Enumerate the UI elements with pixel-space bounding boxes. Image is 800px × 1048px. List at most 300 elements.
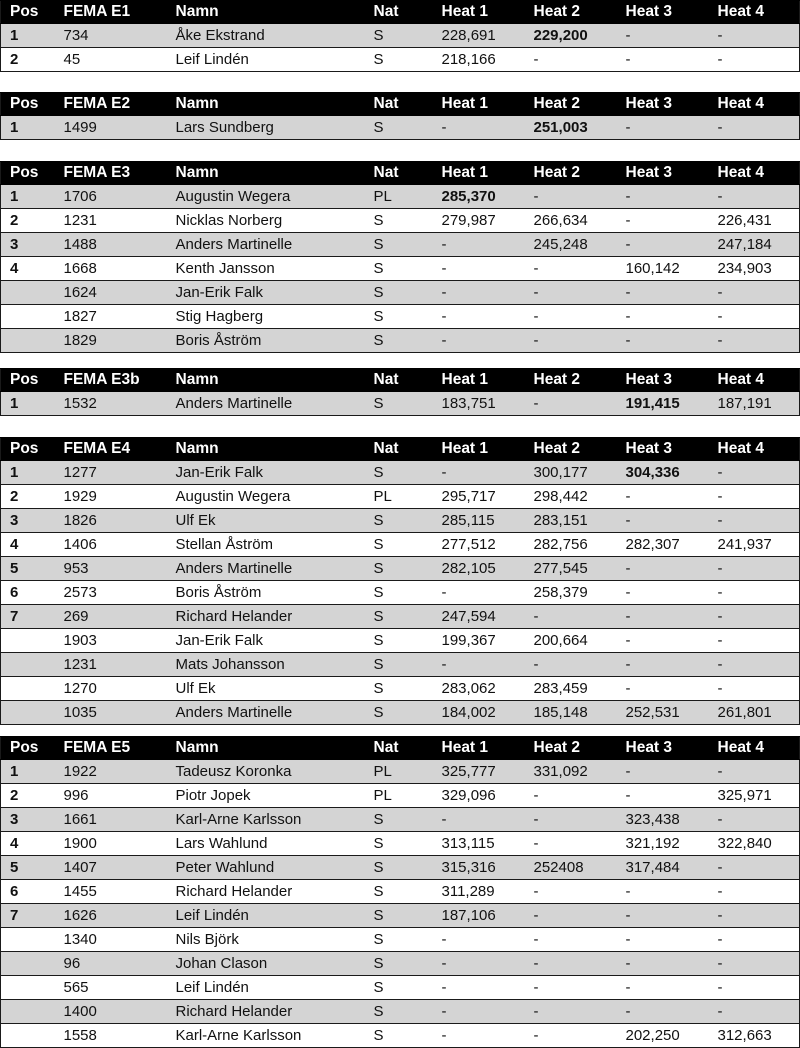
name-cell: Richard Helander [167,1000,365,1024]
heat4-cell: - [709,904,800,928]
heat4-cell: - [709,605,800,629]
fema-number-cell: 1277 [55,461,167,485]
heat3-cell: - [617,653,709,677]
fema-number-cell: 1488 [55,233,167,257]
heat3-cell: - [617,605,709,629]
heat3-cell: 323,438 [617,808,709,832]
table-row [1,461,800,485]
heat3-cell: - [617,880,709,904]
position-cell [1,329,55,353]
position-cell: 2 [1,209,55,233]
fema-number-cell: 1406 [55,533,167,557]
heat1-cell: - [433,233,525,257]
fema-number-cell: 1661 [55,808,167,832]
header-row [1,369,800,392]
fema-number-cell: 1231 [55,653,167,677]
name-cell: Leif Lindén [167,904,365,928]
name-cell: Peter Wahlund [167,856,365,880]
name-cell: Karl-Arne Karlsson [167,808,365,832]
name-cell: Tadeusz Koronka [167,760,365,784]
heat1-cell: 228,691 [433,24,525,48]
nat-header: Nat [365,369,433,392]
nationality-cell: S [365,605,433,629]
nationality-cell: S [365,209,433,233]
heat4-header: Heat 4 [709,369,800,392]
heat2-cell: - [525,185,617,209]
table-row [1,281,800,305]
name-cell: Lars Sundberg [167,116,365,140]
heat4-cell: 234,903 [709,257,800,281]
position-cell [1,976,55,1000]
table-row [1,880,800,904]
nat-header: Nat [365,1,433,24]
heat4-cell: 322,840 [709,832,800,856]
heat4-cell: 261,801 [709,701,800,725]
name-cell: Mats Johansson [167,653,365,677]
position-cell: 1 [1,24,55,48]
fema-number-cell: 45 [55,48,167,72]
pos-header: Pos [1,737,55,760]
position-cell: 3 [1,808,55,832]
heat4-cell: - [709,281,800,305]
position-cell [1,1000,55,1024]
nationality-cell: S [365,24,433,48]
heat4-cell: - [709,856,800,880]
heat1-header: Heat 1 [433,438,525,461]
heat1-cell: - [433,1024,525,1048]
heat1-cell: 218,166 [433,48,525,72]
heat3-cell: 304,336 [617,461,709,485]
fema-number-cell: 1900 [55,832,167,856]
class-header: FEMA E1 [55,1,167,24]
heat3-cell: - [617,24,709,48]
heat1-cell: 313,115 [433,832,525,856]
name-header: Namn [167,1,365,24]
heat4-cell: - [709,677,800,701]
nationality-cell: S [365,808,433,832]
heat2-cell: 251,003 [525,116,617,140]
heat1-cell: - [433,257,525,281]
heat3-cell: - [617,1000,709,1024]
heat1-cell: - [433,976,525,1000]
position-cell [1,928,55,952]
nationality-cell: S [365,257,433,281]
position-cell: 3 [1,233,55,257]
heat2-cell: - [525,1024,617,1048]
heat4-cell: - [709,880,800,904]
name-cell: Piotr Jopek [167,784,365,808]
heat2-header: Heat 2 [525,737,617,760]
results-table [0,161,800,353]
nationality-cell: S [365,629,433,653]
heat1-cell: - [433,461,525,485]
header-row [1,93,800,116]
heat2-header: Heat 2 [525,369,617,392]
heat4-cell: - [709,928,800,952]
nat-header: Nat [365,162,433,185]
heat3-cell: - [617,928,709,952]
heat4-cell: - [709,653,800,677]
name-header: Namn [167,93,365,116]
table-row [1,784,800,808]
name-cell: Nicklas Norberg [167,209,365,233]
position-cell: 2 [1,48,55,72]
header-row [1,1,800,24]
heat1-cell: 184,002 [433,701,525,725]
heat3-cell: - [617,209,709,233]
heat4-cell: - [709,485,800,509]
name-cell: Nils Björk [167,928,365,952]
fema-number-cell: 996 [55,784,167,808]
heat4-cell: - [709,116,800,140]
header-row [1,438,800,461]
heat3-cell: 202,250 [617,1024,709,1048]
heat4-cell: 241,937 [709,533,800,557]
fema-number-cell: 96 [55,952,167,976]
position-cell [1,1024,55,1048]
pos-header: Pos [1,93,55,116]
heat1-cell: 329,096 [433,784,525,808]
heat1-cell: - [433,281,525,305]
heat4-header: Heat 4 [709,1,800,24]
heat4-cell: 247,184 [709,233,800,257]
position-cell: 5 [1,856,55,880]
header-row [1,162,800,185]
heat2-cell: 283,151 [525,509,617,533]
table-row [1,581,800,605]
name-header: Namn [167,438,365,461]
name-cell: Jan-Erik Falk [167,629,365,653]
heat1-header: Heat 1 [433,93,525,116]
name-cell: Stig Hagberg [167,305,365,329]
position-cell [1,629,55,653]
position-cell: 7 [1,605,55,629]
heat3-header: Heat 3 [617,1,709,24]
heat3-header: Heat 3 [617,438,709,461]
fema-number-cell: 1826 [55,509,167,533]
nationality-cell: PL [365,760,433,784]
table-row [1,257,800,281]
nationality-cell: S [365,233,433,257]
nationality-cell: S [365,392,433,416]
heat2-cell: - [525,832,617,856]
position-cell: 6 [1,581,55,605]
heat1-cell: - [433,581,525,605]
heat4-cell: - [709,808,800,832]
heat1-cell: - [433,808,525,832]
name-cell: Boris Åström [167,581,365,605]
heat3-cell: - [617,904,709,928]
heat2-cell: 266,634 [525,209,617,233]
heat2-cell: 185,148 [525,701,617,725]
table-row [1,928,800,952]
heat1-cell: 277,512 [433,533,525,557]
heat1-cell: 183,751 [433,392,525,416]
heat2-cell: 298,442 [525,485,617,509]
header-row [1,737,800,760]
heat2-cell: - [525,392,617,416]
heat1-cell: 325,777 [433,760,525,784]
class-header: FEMA E4 [55,438,167,461]
nationality-cell: S [365,856,433,880]
results-table [0,0,800,72]
heat1-header: Heat 1 [433,737,525,760]
nationality-cell: S [365,533,433,557]
nationality-cell: S [365,880,433,904]
heat3-cell: - [617,305,709,329]
heat3-cell: - [617,329,709,353]
heat1-header: Heat 1 [433,1,525,24]
heat4-header: Heat 4 [709,93,800,116]
nat-header: Nat [365,438,433,461]
results-table [0,437,800,725]
nat-header: Nat [365,737,433,760]
nationality-cell: S [365,557,433,581]
heat1-cell: 283,062 [433,677,525,701]
heat3-header: Heat 3 [617,93,709,116]
name-cell: Kenth Jansson [167,257,365,281]
heat3-header: Heat 3 [617,737,709,760]
heat3-cell: - [617,952,709,976]
table-row [1,185,800,209]
heat4-cell: - [709,952,800,976]
position-cell [1,677,55,701]
heat3-cell: - [617,677,709,701]
heat3-cell: - [617,485,709,509]
nationality-cell: S [365,952,433,976]
heat2-cell: - [525,329,617,353]
heat1-cell: 295,717 [433,485,525,509]
heat3-cell: 321,192 [617,832,709,856]
class-header: FEMA E2 [55,93,167,116]
table-row [1,832,800,856]
table-row [1,976,800,1000]
heat4-cell: 312,663 [709,1024,800,1048]
name-cell: Karl-Arne Karlsson [167,1024,365,1048]
class-header: FEMA E5 [55,737,167,760]
heat2-cell: - [525,784,617,808]
name-cell: Leif Lindén [167,976,365,1000]
heat2-cell: 331,092 [525,760,617,784]
position-cell: 1 [1,185,55,209]
heat4-cell: - [709,48,800,72]
heat2-cell: 200,664 [525,629,617,653]
name-cell: Augustin Wegera [167,485,365,509]
fema-number-cell: 1532 [55,392,167,416]
heat4-cell: 226,431 [709,209,800,233]
heat1-cell: 315,316 [433,856,525,880]
heat4-cell: - [709,185,800,209]
results-table [0,92,800,140]
table-row [1,557,800,581]
nationality-cell: S [365,832,433,856]
heat3-cell: - [617,629,709,653]
name-cell: Richard Helander [167,880,365,904]
heat4-cell: - [709,557,800,581]
table-row [1,952,800,976]
table-row [1,856,800,880]
position-cell: 7 [1,904,55,928]
nationality-cell: S [365,581,433,605]
fema-number-cell: 269 [55,605,167,629]
name-cell: Ulf Ek [167,677,365,701]
heat1-cell: 282,105 [433,557,525,581]
name-cell: Boris Åström [167,329,365,353]
heat2-cell: - [525,653,617,677]
heat1-cell: - [433,305,525,329]
heat2-header: Heat 2 [525,162,617,185]
position-cell: 1 [1,461,55,485]
heat4-header: Heat 4 [709,438,800,461]
nationality-cell: S [365,677,433,701]
name-cell: Anders Martinelle [167,701,365,725]
heat2-cell: - [525,48,617,72]
heat1-cell: - [433,1000,525,1024]
nationality-cell: S [365,701,433,725]
heat3-cell: - [617,185,709,209]
nationality-cell: PL [365,185,433,209]
nationality-cell: S [365,904,433,928]
heat3-cell: - [617,784,709,808]
heat3-cell: - [617,557,709,581]
heat2-cell: - [525,808,617,832]
position-cell: 4 [1,257,55,281]
table-row [1,904,800,928]
position-cell: 1 [1,392,55,416]
name-cell: Leif Lindén [167,48,365,72]
name-cell: Richard Helander [167,605,365,629]
position-cell: 4 [1,832,55,856]
position-cell: 1 [1,116,55,140]
nationality-cell: PL [365,485,433,509]
heat1-header: Heat 1 [433,162,525,185]
heat4-header: Heat 4 [709,737,800,760]
class-header: FEMA E3b [55,369,167,392]
heat1-cell: - [433,329,525,353]
name-cell: Åke Ekstrand [167,24,365,48]
nationality-cell: S [365,1024,433,1048]
heat2-cell: - [525,1000,617,1024]
position-cell: 2 [1,784,55,808]
nationality-cell: S [365,976,433,1000]
name-cell: Anders Martinelle [167,233,365,257]
heat2-cell: 252408 [525,856,617,880]
table-row [1,1000,800,1024]
pos-header: Pos [1,369,55,392]
fema-number-cell: 734 [55,24,167,48]
fema-number-cell: 565 [55,976,167,1000]
heat2-cell: - [525,605,617,629]
heat2-cell: 277,545 [525,557,617,581]
heat3-cell: - [617,976,709,1000]
table-row [1,629,800,653]
name-cell: Jan-Erik Falk [167,281,365,305]
fema-number-cell: 953 [55,557,167,581]
heat2-cell: - [525,281,617,305]
pos-header: Pos [1,162,55,185]
position-cell [1,952,55,976]
heat2-cell: 258,379 [525,581,617,605]
position-cell [1,701,55,725]
position-cell: 1 [1,760,55,784]
heat1-header: Heat 1 [433,369,525,392]
heat1-cell: 279,987 [433,209,525,233]
table-row [1,392,800,416]
heat4-cell: 325,971 [709,784,800,808]
fema-number-cell: 1407 [55,856,167,880]
position-cell: 5 [1,557,55,581]
heat3-cell: - [617,116,709,140]
nat-header: Nat [365,93,433,116]
fema-number-cell: 1035 [55,701,167,725]
nationality-cell: S [365,329,433,353]
position-cell [1,305,55,329]
heat2-header: Heat 2 [525,438,617,461]
nationality-cell: S [365,509,433,533]
fema-number-cell: 1340 [55,928,167,952]
results-table [0,736,800,1048]
heat3-cell: - [617,281,709,305]
heat4-header: Heat 4 [709,162,800,185]
table-row [1,605,800,629]
heat1-cell: - [433,928,525,952]
heat2-cell: 229,200 [525,24,617,48]
pos-header: Pos [1,438,55,461]
heat1-cell: 199,367 [433,629,525,653]
name-cell: Anders Martinelle [167,392,365,416]
heat2-cell: - [525,257,617,281]
table-row [1,533,800,557]
fema-number-cell: 2573 [55,581,167,605]
position-cell: 6 [1,880,55,904]
heat4-cell: - [709,976,800,1000]
nationality-cell: S [365,305,433,329]
results-table [0,368,800,416]
table-row [1,677,800,701]
heat2-cell: 245,248 [525,233,617,257]
heat1-cell: 247,594 [433,605,525,629]
heat2-cell: - [525,305,617,329]
heat1-cell: 187,106 [433,904,525,928]
table-row [1,1024,800,1048]
nationality-cell: S [365,48,433,72]
heat2-cell: 300,177 [525,461,617,485]
table-row [1,116,800,140]
heat3-cell: - [617,509,709,533]
fema-number-cell: 1903 [55,629,167,653]
name-cell: Ulf Ek [167,509,365,533]
heat2-cell: - [525,928,617,952]
position-cell [1,653,55,677]
table-row [1,209,800,233]
heat3-cell: - [617,581,709,605]
fema-number-cell: 1558 [55,1024,167,1048]
heat4-cell: - [709,329,800,353]
name-header: Namn [167,369,365,392]
fema-number-cell: 1626 [55,904,167,928]
fema-number-cell: 1270 [55,677,167,701]
heat3-header: Heat 3 [617,162,709,185]
name-cell: Augustin Wegera [167,185,365,209]
heat3-cell: - [617,760,709,784]
name-cell: Lars Wahlund [167,832,365,856]
class-header: FEMA E3 [55,162,167,185]
nationality-cell: S [365,461,433,485]
position-cell: 3 [1,509,55,533]
table-row [1,329,800,353]
heat2-header: Heat 2 [525,1,617,24]
fema-number-cell: 1624 [55,281,167,305]
